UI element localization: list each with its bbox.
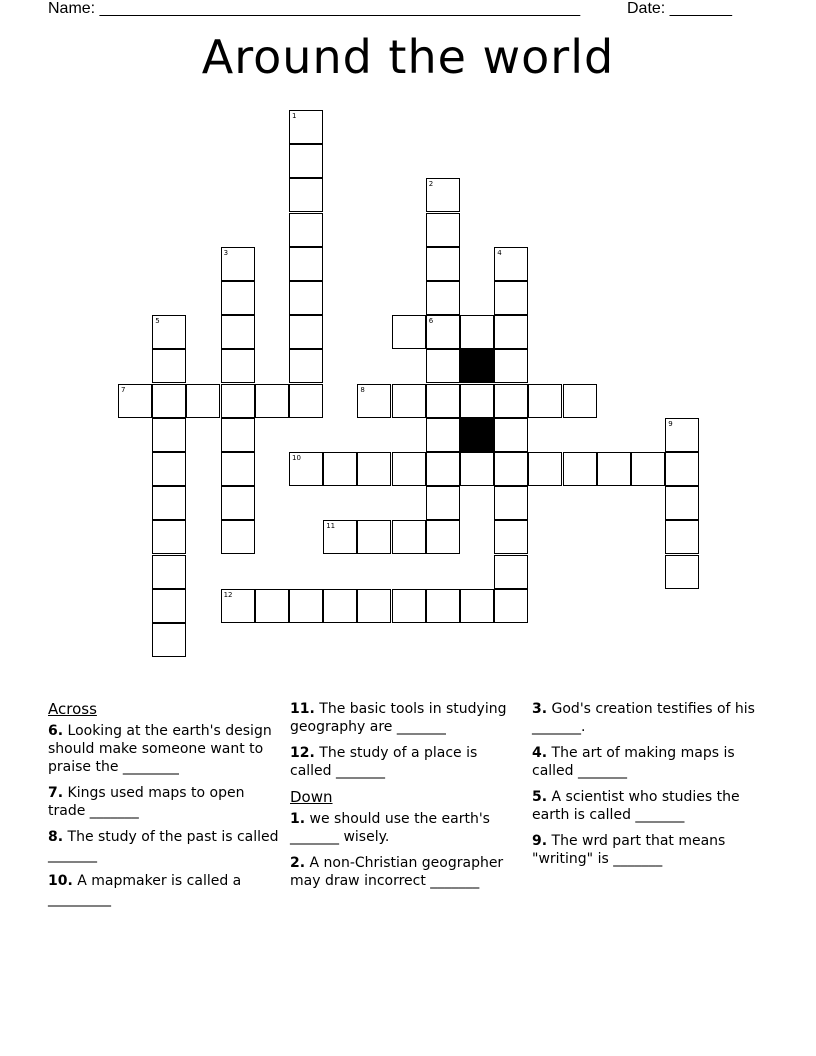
crossword-cell[interactable]	[289, 384, 323, 418]
crossword-cell[interactable]	[494, 486, 528, 520]
crossword-cell[interactable]	[289, 349, 323, 383]
clue-number: 10	[292, 454, 301, 462]
clue-across-12: 12. The study of a place is called _______	[290, 745, 478, 779]
clue-column-2	[290, 700, 515, 898]
crossword-cell[interactable]	[665, 555, 699, 589]
clue-across-6: 6. Looking at the earth's design should make someone want to praise the ________	[48, 723, 272, 775]
clue-number: 12	[223, 590, 233, 599]
clue-column-1	[48, 700, 286, 916]
crossword-cell[interactable]	[152, 589, 186, 623]
crossword-cell[interactable]	[357, 520, 391, 554]
crossword-cell[interactable]	[392, 589, 426, 623]
crossword-cell[interactable]	[665, 486, 699, 520]
crossword-cell[interactable]	[221, 315, 255, 349]
crossword-cell[interactable]	[392, 520, 426, 554]
crossword-cell[interactable]	[392, 452, 426, 486]
crossword-cell[interactable]	[357, 589, 391, 623]
crossword-cell[interactable]	[357, 452, 391, 486]
crossword-cell[interactable]	[152, 418, 186, 452]
clue-number: 2	[428, 180, 434, 189]
crossword-cell[interactable]	[221, 486, 255, 520]
crossword-cell[interactable]	[426, 281, 460, 315]
crossword-cell[interactable]	[255, 384, 289, 418]
crossword-cell[interactable]	[528, 452, 562, 486]
down-heading: Down	[290, 788, 333, 806]
crossword-cell[interactable]	[289, 178, 323, 212]
crossword-cell[interactable]	[563, 452, 597, 486]
clue-across-7: 7. Kings used maps to open trade _______	[48, 785, 245, 819]
clue-down-1: 1. we should use the earth's _______ wisely.	[290, 811, 490, 845]
crossword-cell[interactable]	[289, 247, 323, 281]
crossword-cell[interactable]	[323, 589, 357, 623]
crossword-cell[interactable]	[426, 213, 460, 247]
crossword-cell[interactable]	[460, 452, 494, 486]
crossword-cell[interactable]	[289, 281, 323, 315]
crossword-cell[interactable]	[323, 452, 357, 486]
page-title: Around the world	[201, 30, 615, 84]
crossword-cell[interactable]	[289, 213, 323, 247]
clue-down-4: 4. The art of making maps is called _______	[532, 745, 735, 779]
crossword-cell[interactable]	[255, 589, 289, 623]
crossword-cell[interactable]	[392, 315, 426, 349]
crossword-cell[interactable]	[289, 315, 323, 349]
crossword-cell[interactable]	[426, 349, 460, 383]
blocked-cell	[460, 418, 494, 452]
crossword-cell[interactable]	[426, 247, 460, 281]
clue-number: 6	[428, 317, 434, 326]
crossword-cell[interactable]	[494, 281, 528, 315]
clue-number: 3	[223, 248, 229, 257]
name-field-label: Name: ______________________________________________________	[48, 0, 581, 17]
crossword-cell[interactable]	[528, 384, 562, 418]
crossword-cell[interactable]	[152, 520, 186, 554]
clue-across-11: 11. The basic tools in studying geography are _______	[290, 701, 507, 735]
crossword-cell[interactable]	[494, 589, 528, 623]
crossword-cell[interactable]	[186, 384, 220, 418]
crossword-cell[interactable]	[426, 589, 460, 623]
crossword-cell[interactable]	[494, 555, 528, 589]
crossword-cell[interactable]	[426, 452, 460, 486]
crossword-cell[interactable]	[289, 144, 323, 178]
clue-down-3: 3. God's creation testifies of his _______.	[532, 701, 755, 735]
clue-number: 5	[155, 317, 160, 326]
clue-down-9: 9. The wrd part that means "writing" is _______	[532, 833, 726, 867]
clue-down-5: 5. A scientist who studies the earth is called _______	[532, 789, 740, 823]
clue-across-8: 8. The study of the past is called _______	[48, 829, 279, 863]
crossword-cell[interactable]	[494, 452, 528, 486]
clue-across-10: 10. A mapmaker is called a _________	[48, 873, 242, 907]
crossword-cell[interactable]	[460, 589, 494, 623]
crossword-cell[interactable]	[426, 384, 460, 418]
crossword-cell[interactable]	[221, 281, 255, 315]
clue-number: 4	[497, 248, 502, 257]
crossword-cell[interactable]	[665, 520, 699, 554]
crossword-cell[interactable]	[289, 589, 323, 623]
crossword-cell[interactable]	[221, 452, 255, 486]
crossword-cell[interactable]	[460, 315, 494, 349]
clue-number: 9	[668, 419, 673, 428]
crossword-cell[interactable]	[152, 452, 186, 486]
crossword-cell[interactable]	[494, 349, 528, 383]
crossword-cell[interactable]	[597, 452, 631, 486]
clue-column-3	[532, 700, 772, 876]
crossword-cell[interactable]	[426, 520, 460, 554]
crossword-cell[interactable]	[426, 418, 460, 452]
across-heading: Across	[48, 700, 97, 718]
clue-number: 11	[326, 522, 336, 531]
crossword-cell[interactable]	[152, 555, 186, 589]
clue-number: 1	[292, 112, 297, 120]
crossword-cell[interactable]	[152, 486, 186, 520]
crossword-cell[interactable]	[494, 418, 528, 452]
crossword-cell[interactable]	[563, 384, 597, 418]
crossword-cell[interactable]	[665, 452, 699, 486]
crossword-cell[interactable]	[221, 520, 255, 554]
crossword-cell[interactable]	[221, 349, 255, 383]
clue-number: 7	[121, 385, 126, 394]
blocked-cell	[460, 349, 494, 383]
crossword-cell[interactable]	[221, 418, 255, 452]
crossword-cell[interactable]	[152, 623, 186, 657]
clue-number: 8	[360, 385, 365, 394]
crossword-cell[interactable]	[631, 452, 665, 486]
crossword-cell[interactable]	[494, 520, 528, 554]
crossword-cell[interactable]	[460, 384, 494, 418]
clue-down-2: 2. A non-Christian geographer may draw incorrect _______	[290, 855, 504, 889]
crossword-cell[interactable]	[494, 315, 528, 349]
crossword-cell[interactable]	[426, 486, 460, 520]
crossword-cell[interactable]	[152, 349, 186, 383]
crossword-cell[interactable]	[221, 384, 255, 418]
crossword-cell[interactable]	[494, 384, 528, 418]
date-field-label: Date: _______	[627, 0, 732, 17]
crossword-cell[interactable]	[392, 384, 426, 418]
crossword-cell[interactable]	[152, 384, 186, 418]
